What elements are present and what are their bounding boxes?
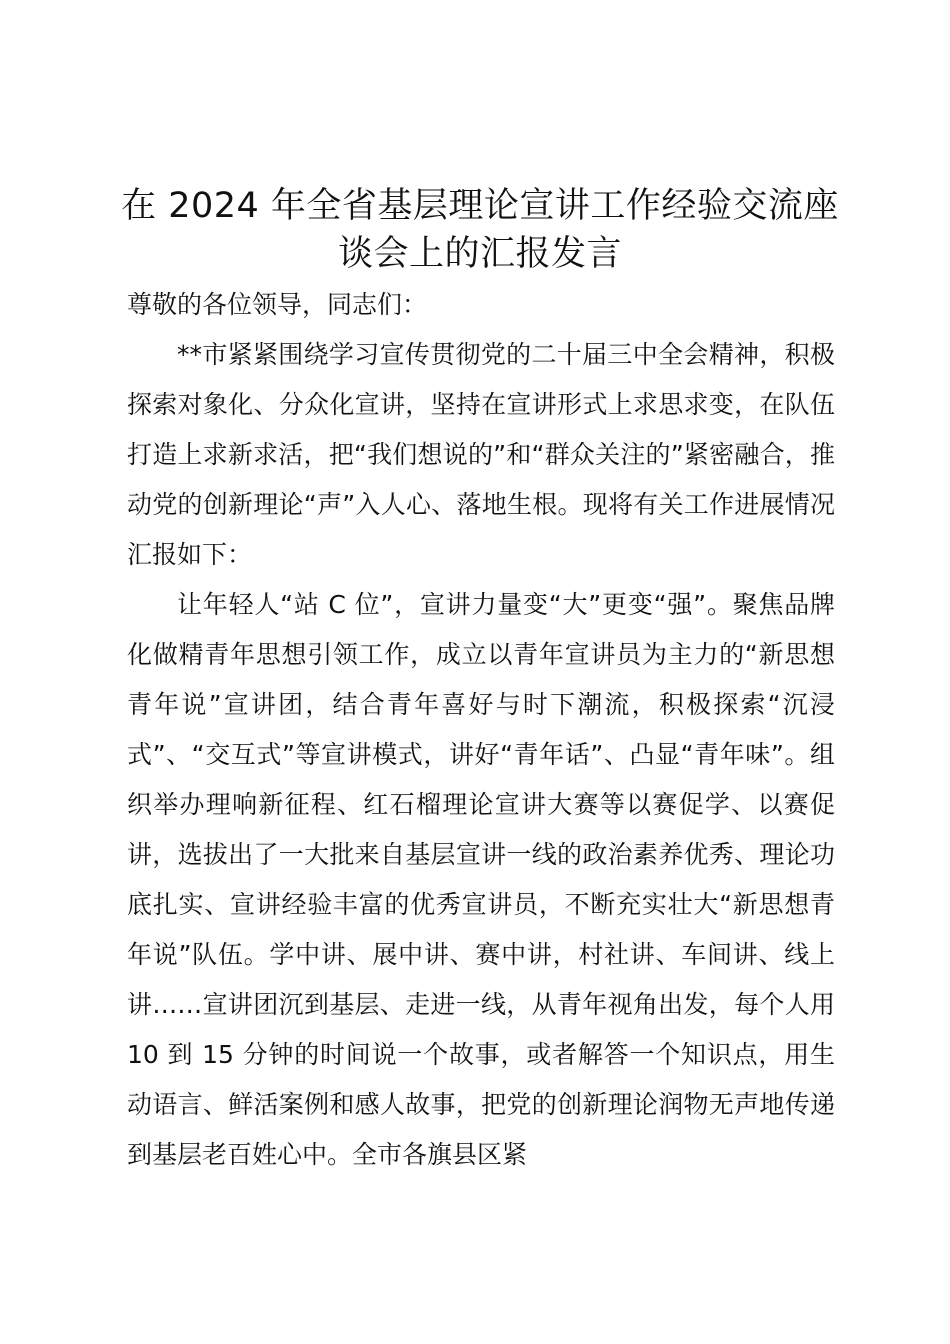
paragraph-youth-speakers: 让年轻人“站 C 位”，宣讲力量变“大”更变“强”。聚焦品牌化做精青年思想引领工作，成立以青年宣讲员为主力的“新思想青年说”宣讲团，结合青年喜好与时下潮流，积极探索“沉浸式”、“交互式”等宣讲模式，讲好“青年话”、凸显“青年味”。组织举办理响新征程、红石榴理论宣讲大赛等以赛促学、以赛促讲，选拔出了一大批来自基层宣讲一线的政治素养优秀、理论功底扎实、宣讲经验丰富的优秀宣讲员，不断充实壮大“新思想青年说”队伍。学中讲、展中讲、赛中讲，村社讲、车间讲、线上讲……宣讲团沉到基层、走进一线，从青年视角出发，每个人用 10 到 15 分钟的时间说一个故事，或者解答一个知识点，用生动语言、鲜活案例和感人故事，把党的创新理论润物无声地传递到基层老百姓心中。全市各旗县区紧 (127, 590, 835, 1169)
document-title: 在 2024 年全省基层理论宣讲工作经验交流座谈会上的汇报发言 (121, 186, 839, 274)
paragraph-intro: **市紧紧围绕学习宣传贯彻党的二十届三中全会精神，积极探索对象化、分众化宣讲，坚持在宣讲形式上求思求变，在队伍打造上求新求活，把“我们想说的”和“群众关注的”紧密融合，推动党的创新理论“声”入人心、落地生根。现将有关工作进展情况汇报如下： (127, 340, 835, 569)
document-body (127, 280, 835, 1180)
salutation: 尊敬的各位领导，同志们： (127, 290, 428, 319)
